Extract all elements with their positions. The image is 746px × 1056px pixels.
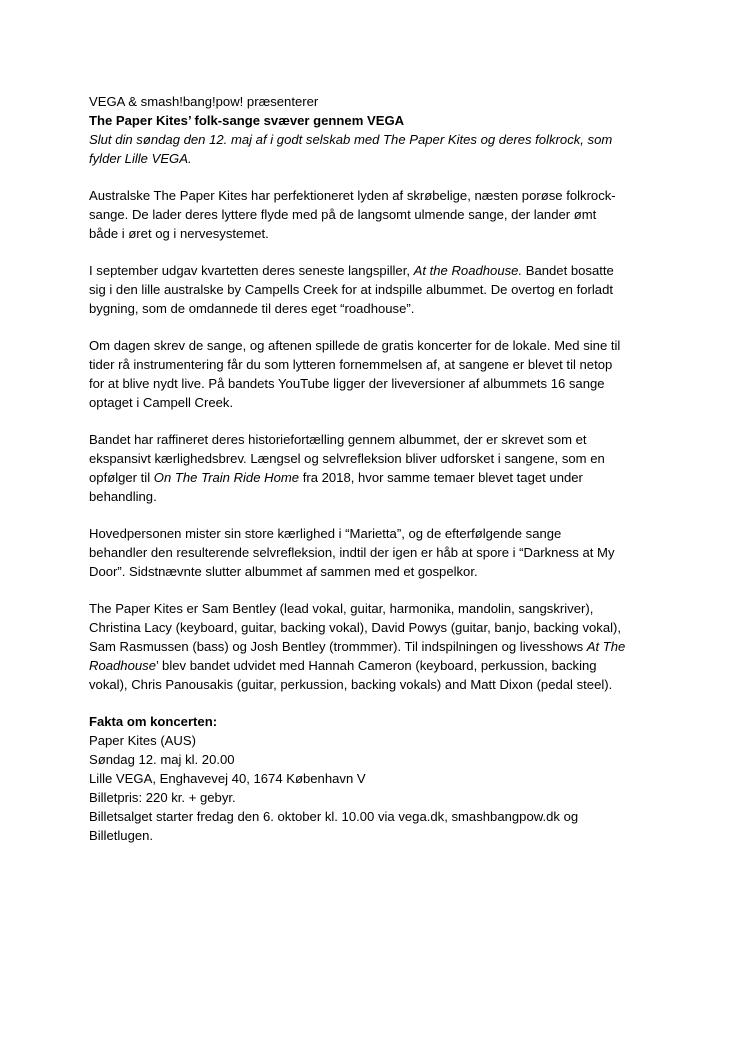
text-line: tider rå instrumentering får du som lytteren fornemmelsen af, at sangene er blevet til netop <box>89 357 613 372</box>
text-line: vokal), Chris Panousakis (guitar, perkussion, backing vokals) and Matt Dixon (pedal steel). <box>89 677 613 692</box>
text-segment: Sam Rasmussen (bass) og Josh Bentley (trommmer). Til indspilningen og livesshows <box>89 639 587 654</box>
text-segment: ’ blev bandet udvidet med Hannah Cameron (keyboard, perkussion, backing <box>155 658 597 673</box>
album-title: Roadhouse <box>89 658 156 673</box>
text-line <box>89 468 649 487</box>
text-line <box>89 261 649 280</box>
text-line: Bandet har raffineret deres historiefortælling gennem albummet, der er skrevet som et <box>89 432 587 447</box>
facts-price: Billetpris: 220 kr. + gebyr. <box>89 790 236 805</box>
text-line: sange. De lader deres lyttere flyde med på de langsomt ulmende sange, der lander ømt <box>89 207 597 222</box>
text-line: Hovedpersonen mister sin store kærlighed i “Marietta”, og de efterfølgende sange <box>89 526 562 541</box>
text-line: både i øret og i nervesystemet. <box>89 226 269 241</box>
paragraph-concerts <box>89 336 649 412</box>
facts-artist: Paper Kites (AUS) <box>89 733 196 748</box>
text-line: Christina Lacy (keyboard, guitar, backing vokal), David Powys (guitar, banjo, backing vokal), <box>89 620 622 635</box>
text-line: ekspansivt kærlighedsbrev. Længsel og selvrefleksion bliver udforsket i sangene, som en <box>89 451 605 466</box>
text-segment: fra 2018, hvor samme temaer blevet taget under <box>299 470 583 485</box>
paragraph-album <box>89 261 649 318</box>
paragraph-storytelling <box>89 430 649 506</box>
text-line: behandler den resulterende selvrefleksion, indtil der igen er håb at spore i “Darkness at My <box>89 545 615 560</box>
subtitle-line-1: Slut din søndag den 12. maj af i godt selskab med The Paper Kites og deres folkrock, som <box>89 132 613 147</box>
text-line: optaget i Campell Creek. <box>89 395 234 410</box>
text-line <box>89 637 649 656</box>
text-line <box>89 656 649 675</box>
paragraph-songs <box>89 524 649 581</box>
text-line: for at blive nydt live. På bandets YouTube ligger der liveversioner af albummets 16 sange <box>89 376 605 391</box>
facts-sale-line-2: Billetlugen. <box>89 828 154 843</box>
text-line: The Paper Kites er Sam Bentley (lead vokal, guitar, harmonika, mandolin, sangskriver), <box>89 601 594 616</box>
facts-date: Søndag 12. maj kl. 20.00 <box>89 752 235 767</box>
facts-sale-line-1: Billetsalget starter fredag den 6. oktober kl. 10.00 via vega.dk, smashbangpow.dk og <box>89 809 579 824</box>
facts-heading: Fakta om koncerten: <box>89 714 218 729</box>
album-title: On The Train Ride Home <box>153 470 300 485</box>
concert-facts <box>89 712 649 845</box>
text-segment: opfølger til <box>89 470 154 485</box>
text-segment: I september udgav kvartetten deres seneste langspiller, <box>89 263 414 278</box>
text-line: bygning, som de omdannede til deres eget “roadhouse”. <box>89 301 415 316</box>
subtitle-line-2: fylder Lille VEGA. <box>89 151 192 166</box>
text-line: behandling. <box>89 489 157 504</box>
paragraph-members <box>89 599 649 694</box>
text-line: Australske The Paper Kites har perfektioneret lyden af skrøbelige, næsten porøse folkrock- <box>89 188 616 203</box>
press-release <box>89 92 649 845</box>
presenter-line: VEGA & smash!bang!pow! præsenterer <box>89 94 319 109</box>
text-line: sig i den lille australske by Campells Creek for at indspille albummet. De overtog en forladt <box>89 282 613 297</box>
text-line: Om dagen skrev de sange, og aftenen spillede de gratis koncerter for de lokale. Med sine til <box>89 338 621 353</box>
headline: The Paper Kites’ folk-sange svæver gennem VEGA <box>89 113 405 128</box>
text-line: Door”. Sidstnævnte slutter albummet af sammen med et gospelkor. <box>89 564 478 579</box>
text-segment: Bandet bosatte <box>522 263 614 278</box>
album-title: At The <box>586 639 626 654</box>
facts-venue: Lille VEGA, Enghavevej 40, 1674 København V <box>89 771 366 786</box>
paragraph-intro <box>89 186 649 243</box>
album-title: At the Roadhouse. <box>413 263 523 278</box>
press-header <box>89 92 649 168</box>
